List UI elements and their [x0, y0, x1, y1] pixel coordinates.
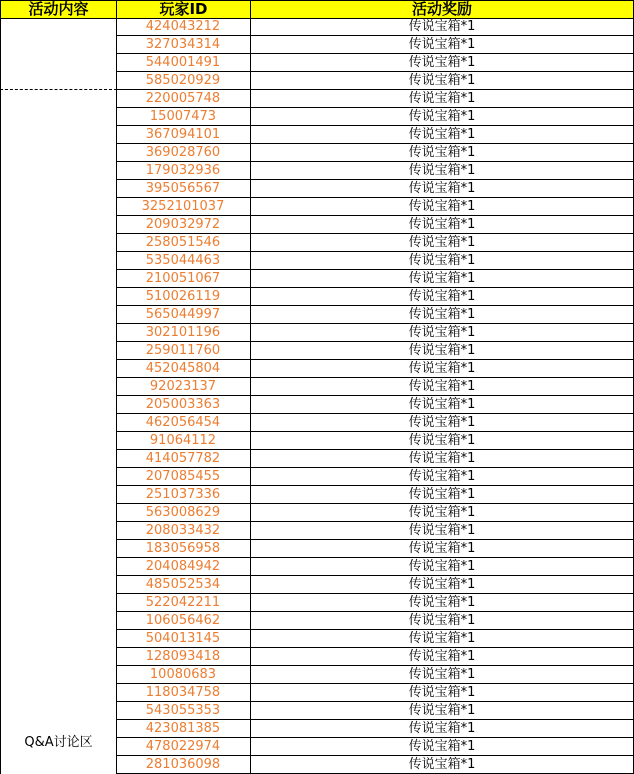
table-row	[116, 342, 634, 360]
activity-cell-merged	[0, 90, 117, 774]
reward-cell: 传说宝箱*1	[251, 324, 634, 341]
player-id-cell: 106056462	[116, 612, 251, 629]
player-id-cell: 585020929	[116, 72, 251, 89]
reward-cell: 传说宝箱*1	[251, 612, 634, 629]
table-row	[116, 630, 634, 648]
table-row	[116, 306, 634, 324]
reward-cell: 传说宝箱*1	[251, 54, 634, 71]
table-row	[116, 18, 634, 36]
table-row	[116, 108, 634, 126]
player-id-cell: 92023137	[116, 378, 251, 395]
table-row	[116, 648, 634, 666]
header-activity-reward: 活动奖励	[250, 0, 634, 19]
reward-cell: 传说宝箱*1	[251, 450, 634, 467]
reward-cell: 传说宝箱*1	[251, 126, 634, 143]
table-row	[116, 324, 634, 342]
player-id-cell: 452045804	[116, 360, 251, 377]
player-id-cell: 208033432	[116, 522, 251, 539]
table-row	[116, 36, 634, 54]
reward-cell: 传说宝箱*1	[251, 738, 634, 755]
reward-cell: 传说宝箱*1	[251, 666, 634, 683]
player-id-cell: 91064112	[116, 432, 251, 449]
table-row	[116, 360, 634, 378]
reward-cell: 传说宝箱*1	[251, 648, 634, 665]
header-player-id: 玩家ID	[116, 0, 251, 19]
activity-cell-top	[0, 18, 117, 90]
reward-cell: 传说宝箱*1	[251, 720, 634, 737]
player-id-cell: 3252101037	[116, 198, 251, 215]
table-row	[116, 144, 634, 162]
player-id-cell: 128093418	[116, 648, 251, 665]
reward-cell: 传说宝箱*1	[251, 306, 634, 323]
table-row	[116, 288, 634, 306]
table-row	[116, 252, 634, 270]
table-row	[116, 468, 634, 486]
player-id-cell: 522042211	[116, 594, 251, 611]
player-id-cell: 395056567	[116, 180, 251, 197]
reward-cell: 传说宝箱*1	[251, 180, 634, 197]
reward-cell: 传说宝箱*1	[251, 558, 634, 575]
reward-cell: 传说宝箱*1	[251, 72, 634, 89]
player-id-cell: 423081385	[116, 720, 251, 737]
reward-cell: 传说宝箱*1	[251, 288, 634, 305]
reward-cell: 传说宝箱*1	[251, 630, 634, 647]
table-row	[116, 54, 634, 72]
table-row	[116, 684, 634, 702]
reward-cell: 传说宝箱*1	[251, 684, 634, 701]
player-id-cell: 10080683	[116, 666, 251, 683]
player-id-cell: 210051067	[116, 270, 251, 287]
table-row	[116, 666, 634, 684]
reward-cell: 传说宝箱*1	[251, 162, 634, 179]
table-row	[116, 432, 634, 450]
table-row	[116, 414, 634, 432]
data-rows	[116, 18, 634, 774]
player-id-cell: 204084942	[116, 558, 251, 575]
table-row	[116, 720, 634, 738]
reward-cell: 传说宝箱*1	[251, 702, 634, 719]
table-row	[116, 198, 634, 216]
table-row	[116, 504, 634, 522]
reward-cell: 传说宝箱*1	[251, 504, 634, 521]
player-id-cell: 118034758	[116, 684, 251, 701]
table-row	[116, 486, 634, 504]
table-row	[116, 540, 634, 558]
player-id-cell: 369028760	[116, 144, 251, 161]
reward-cell: 传说宝箱*1	[251, 90, 634, 107]
player-id-cell: 485052534	[116, 576, 251, 593]
section-label: Q&A讨论区	[24, 735, 93, 750]
player-id-cell: 209032972	[116, 216, 251, 233]
header-activity-content: 活动内容	[0, 0, 117, 19]
table-row	[116, 558, 634, 576]
table-row	[116, 180, 634, 198]
player-id-cell: 424043212	[116, 18, 251, 35]
reward-cell: 传说宝箱*1	[251, 108, 634, 125]
table-row	[116, 756, 634, 774]
table-row	[116, 126, 634, 144]
reward-cell: 传说宝箱*1	[251, 486, 634, 503]
player-id-cell: 535044463	[116, 252, 251, 269]
reward-cell: 传说宝箱*1	[251, 594, 634, 611]
reward-cell: 传说宝箱*1	[251, 18, 634, 35]
reward-cell: 传说宝箱*1	[251, 360, 634, 377]
player-id-cell: 259011760	[116, 342, 251, 359]
table-row	[116, 576, 634, 594]
table-row	[116, 738, 634, 756]
player-id-cell: 281036098	[116, 756, 251, 773]
player-id-cell: 544001491	[116, 54, 251, 71]
reward-cell: 传说宝箱*1	[251, 198, 634, 215]
player-id-cell: 414057782	[116, 450, 251, 467]
reward-cell: 传说宝箱*1	[251, 234, 634, 251]
player-id-cell: 510026119	[116, 288, 251, 305]
reward-cell: 传说宝箱*1	[251, 522, 634, 539]
reward-cell: 传说宝箱*1	[251, 270, 634, 287]
reward-cell: 传说宝箱*1	[251, 432, 634, 449]
player-id-cell: 251037336	[116, 486, 251, 503]
reward-cell: 传说宝箱*1	[251, 540, 634, 557]
reward-cell: 传说宝箱*1	[251, 576, 634, 593]
table-row	[116, 216, 634, 234]
reward-cell: 传说宝箱*1	[251, 396, 634, 413]
player-id-cell: 462056454	[116, 414, 251, 431]
reward-cell: 传说宝箱*1	[251, 468, 634, 485]
table-row	[116, 90, 634, 108]
player-id-cell: 220005748	[116, 90, 251, 107]
table-row	[116, 162, 634, 180]
player-id-cell: 543055353	[116, 702, 251, 719]
table-row	[116, 522, 634, 540]
player-id-cell: 179032936	[116, 162, 251, 179]
reward-cell: 传说宝箱*1	[251, 414, 634, 431]
table-row	[116, 396, 634, 414]
table-row	[116, 450, 634, 468]
player-id-cell: 302101196	[116, 324, 251, 341]
player-id-cell: 205003363	[116, 396, 251, 413]
reward-cell: 传说宝箱*1	[251, 756, 634, 773]
reward-cell: 传说宝箱*1	[251, 144, 634, 161]
player-id-cell: 207085455	[116, 468, 251, 485]
player-id-cell: 565044997	[116, 306, 251, 323]
table-row	[116, 234, 634, 252]
player-id-cell: 563008629	[116, 504, 251, 521]
player-id-cell: 15007473	[116, 108, 251, 125]
reward-cell: 传说宝箱*1	[251, 342, 634, 359]
table-row	[116, 270, 634, 288]
player-id-cell: 478022974	[116, 738, 251, 755]
table-row	[116, 612, 634, 630]
table-row	[116, 378, 634, 396]
reward-cell: 传说宝箱*1	[251, 216, 634, 233]
player-id-cell: 367094101	[116, 126, 251, 143]
table-row	[116, 702, 634, 720]
player-id-cell: 504013145	[116, 630, 251, 647]
table-row	[116, 594, 634, 612]
reward-cell: 传说宝箱*1	[251, 252, 634, 269]
reward-cell: 传说宝箱*1	[251, 36, 634, 53]
player-id-cell: 258051546	[116, 234, 251, 251]
player-id-cell: 183056958	[116, 540, 251, 557]
table-row	[116, 72, 634, 90]
player-id-cell: 327034314	[116, 36, 251, 53]
reward-cell: 传说宝箱*1	[251, 378, 634, 395]
